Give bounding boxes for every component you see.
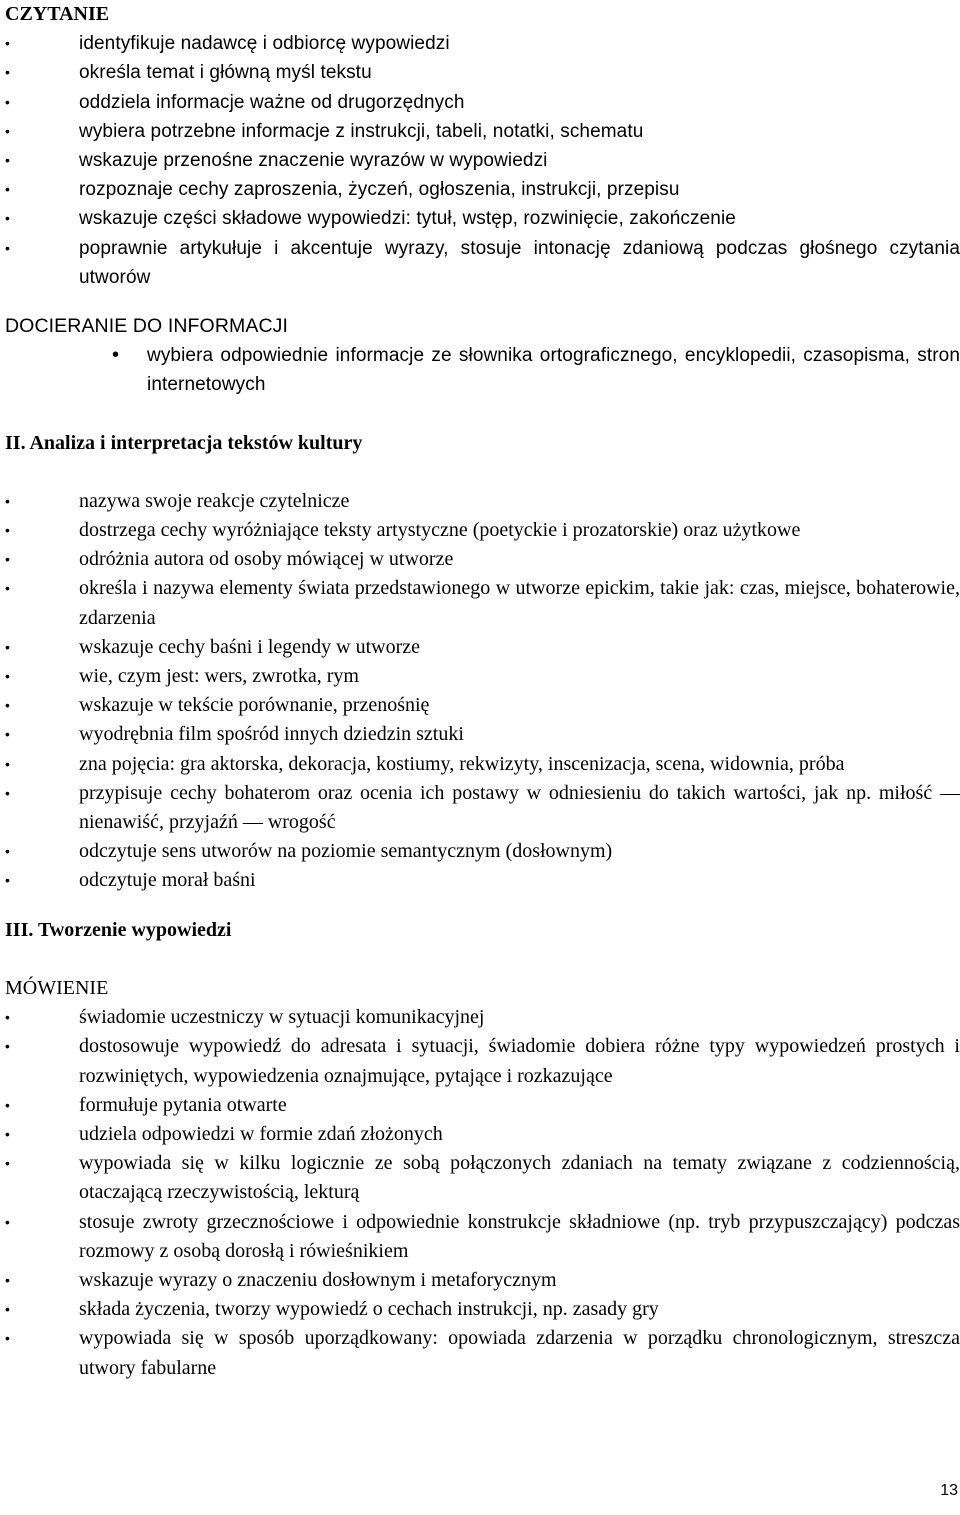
list-item: • udziela odpowiedzi w formie zdań złożonych <box>5 1120 960 1149</box>
list-item: • wskazuje przenośne znaczenie wyrazów w wypowiedzi <box>5 146 960 175</box>
list-item: • wypowiada się w kilku logicznie ze sobą połączonych zdaniach na tematy związane z codziennością, otaczającą rzeczywistością, lekturą <box>5 1149 960 1207</box>
list-item: • dostosowuje wypowiedź do adresata i sytuacji, świadomie dobiera różne typy wypowiedzeń prostych i rozwiniętych, wypowiedzenia oznajmujące, pytające i rozkazujące <box>5 1032 960 1090</box>
list-item: • odczytuje morał baśni <box>5 866 960 895</box>
list-item: • formułuje pytania otwarte <box>5 1091 960 1120</box>
bullet-icon: • <box>5 210 11 227</box>
list-item: • wskazuje wyrazy o znaczeniu dosłownym i metaforycznym <box>5 1266 960 1295</box>
list-item: • wybiera odpowiednie informacje ze słownika ortograficznego, encyklopedii, czasopisma, stron internetowych <box>5 341 960 399</box>
bullet-icon: • <box>5 93 11 110</box>
list-item: • wskazuje w tekście porównanie, przenośnię <box>5 691 960 720</box>
list-item: • odróżnia autora od osoby mówiącej w utworze <box>5 545 960 574</box>
list-item: • wie, czym jest: wers, zwrotka, rym <box>5 662 960 691</box>
list-item: • składa życzenia, tworzy wypowiedź o cechach instrukcji, np. zasady gry <box>5 1295 960 1324</box>
list-item: • nazywa swoje reakcje czytelnicze <box>5 487 960 516</box>
bullet-icon: • <box>5 1038 10 1055</box>
list-item: • wypowiada się w sposób uporządkowany: opowiada zdarzenia w porządku chronologicznym, streszcza utwory fabularne <box>5 1324 960 1382</box>
bullet-icon: • <box>5 1096 10 1113</box>
bullet-icon: • <box>5 35 11 52</box>
bullet-icon: • <box>5 668 10 685</box>
bullet-icon: • <box>5 726 10 743</box>
bullet-icon: • <box>5 755 10 772</box>
section-heading-mowienie: MÓWIENIE <box>5 976 109 999</box>
bullet-icon: • <box>5 1125 10 1142</box>
section-heading-docieranie: DOCIERANIE DO INFORMACJI <box>5 315 288 338</box>
bullet-icon: • <box>5 1009 10 1026</box>
list-item: • poprawnie artykułuje i akcentuje wyrazy, stosuje intonację zdaniową podczas głośnego czytania utworów <box>5 234 960 292</box>
section-heading-tworzenie: III. Tworzenie wypowiedzi <box>5 918 232 941</box>
bullet-icon: • <box>5 122 11 139</box>
bullet-icon: • <box>5 152 11 169</box>
bullet-icon: • <box>5 1330 10 1347</box>
bullet-icon: • <box>112 344 120 367</box>
list-item: • odczytuje sens utworów na poziomie semantycznym (dosłownym) <box>5 837 960 866</box>
list-czytanie <box>5 29 960 292</box>
list-analiza <box>5 487 960 896</box>
list-item: • identyfikuje nadawcę i odbiorcę wypowiedzi <box>5 29 960 58</box>
list-item: • wskazuje części składowe wypowiedzi: tytuł, wstęp, rozwinięcie, zakończenie <box>5 204 960 233</box>
bullet-icon: • <box>5 638 10 655</box>
bullet-icon: • <box>5 872 10 889</box>
list-mowienie <box>5 1003 960 1383</box>
bullet-icon: • <box>5 239 11 256</box>
section-heading-analiza: II. Analiza i interpretacja tekstów kultury <box>5 431 363 454</box>
bullet-icon: • <box>5 181 11 198</box>
list-docieranie <box>5 341 960 399</box>
list-item: • rozpoznaje cechy zaproszenia, życzeń, ogłoszenia, instrukcji, przepisu <box>5 175 960 204</box>
list-item: • określa i nazywa elementy świata przedstawionego w utworze epickim, takie jak: czas, miejsce, bohaterowie, zdarzenia <box>5 574 960 632</box>
bullet-icon: • <box>5 64 11 81</box>
bullet-icon: • <box>5 492 10 509</box>
bullet-icon: • <box>5 1271 10 1288</box>
bullet-icon: • <box>5 1155 10 1172</box>
bullet-icon: • <box>5 580 10 597</box>
bullet-icon: • <box>5 1213 10 1230</box>
list-item: • dostrzega cechy wyróżniające teksty artystyczne (poetyckie i prozatorskie) oraz użytkowe <box>5 516 960 545</box>
section-heading-czytanie: CZYTANIE <box>5 3 110 25</box>
bullet-icon: • <box>5 697 10 714</box>
list-item: • zna pojęcia: gra aktorska, dekoracja, kostiumy, rekwizyty, inscenizacja, scena, widownia, próba <box>5 750 960 779</box>
list-item: • określa temat i główną myśl tekstu <box>5 58 960 87</box>
list-item: • wyodrębnia film spośród innych dziedzin sztuki <box>5 720 960 749</box>
page-number: 13 <box>940 1482 958 1499</box>
list-item: • świadomie uczestniczy w sytuacji komunikacyjnej <box>5 1003 960 1032</box>
list-item: • oddziela informacje ważne od drugorzędnych <box>5 88 960 117</box>
list-item: • wybiera potrzebne informacje z instrukcji, tabeli, notatki, schematu <box>5 117 960 146</box>
list-item: • wskazuje cechy baśni i legendy w utworze <box>5 633 960 662</box>
document-page <box>5 0 960 1383</box>
bullet-icon: • <box>5 784 10 801</box>
list-item: • przypisuje cechy bohaterom oraz ocenia ich postawy w odniesieniu do takich wartości, jak np. miłość — nienawiść, przyjaźń — wrogość <box>5 779 960 837</box>
bullet-icon: • <box>5 551 10 568</box>
bullet-icon: • <box>5 1301 10 1318</box>
list-item: • stosuje zwroty grzecznościowe i odpowiednie konstrukcje składniowe (np. tryb przypuszczający) podczas rozmowy z osobą dorosłą i rówieśnikiem <box>5 1208 960 1266</box>
bullet-icon: • <box>5 843 10 860</box>
bullet-icon: • <box>5 522 10 539</box>
